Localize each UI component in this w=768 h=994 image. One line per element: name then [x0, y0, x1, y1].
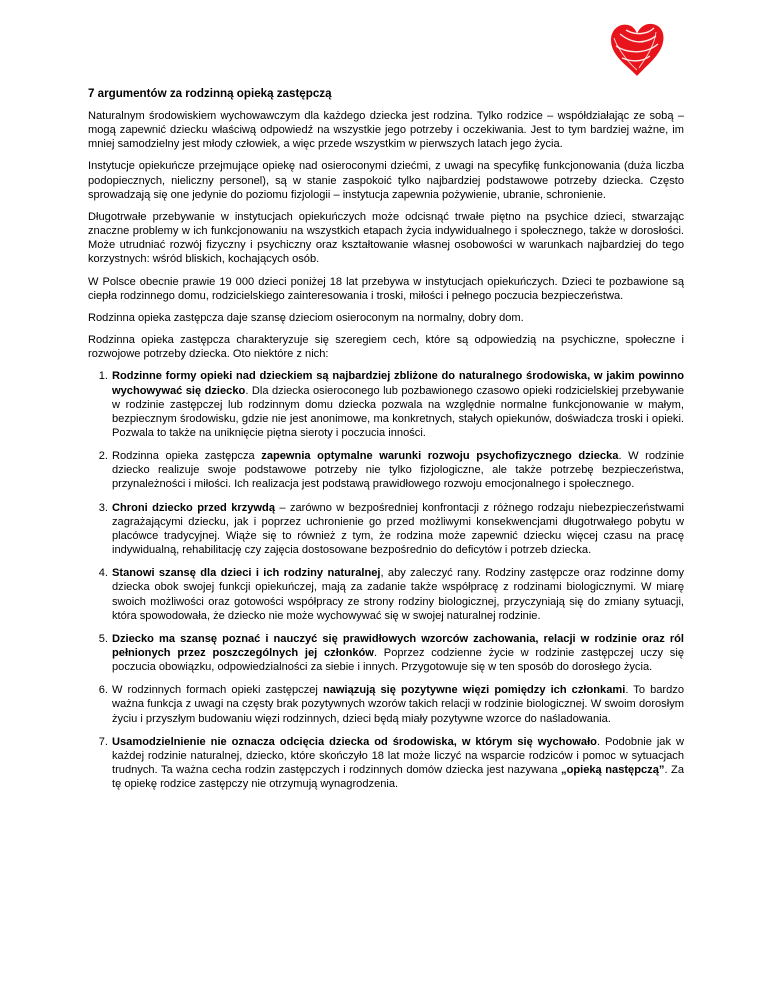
item-emphasis: Chroni dziecko przed krzywdą	[112, 501, 275, 514]
item-text: . Podobnie jak w każdej rodzinie naturalnej, dziecko, które skończyło 18 lat może liczyć na wsparcie rodziców i pomoc w sytuacjach trudnych. Ta ważna cecha rodzin zastępczych i rodzinnych domów dziecka jest nazywana	[112, 735, 684, 777]
item-text: , aby zaleczyć rany. Rodziny zastępcze oraz rodzinne domy dziecka obok swojej funkcji opiekuńczej, mają za zadanie także współpracę z rodzinami biologicznymi. W miarę swoich możliwości oraz gotowości współpracy ze strony rodziny biologicznej, przyczyniają się do zmiany sytuacji, która spowodowała, że dziecko nie może wychowywać się w swojej naturalnej rodzinie.	[112, 567, 684, 622]
item-emphasis: Usamodzielnienie nie oznacza odcięcia dziecka od środowiska, w którym się wychowało	[112, 735, 597, 748]
item-emphasis: Rodzinne formy opieki nad dzieckiem są najbardziej zbliżone do naturalnego środowiska, w jakim powinno wychowywać się dziecko	[112, 370, 684, 397]
item-text: – zarówno w bezpośredniej konfrontacji z różnego rodzaju niebezpieczeństwami zagrażającymi dziecku, jak i poprzez uchronienie go przed możliwymi konsekwencjami długotrwałego pobytu w placówce tradycyjnej. Wiąże się to również z tym, że rodzina może zapewnić dziecku więcej czasu na pracę indywidualną, rehabilitację czy zajęcia dostosowane bezpośrednio do deficytów i potrzeb dziecka.	[112, 501, 684, 557]
item-text: . Za tę opiekę rodzice zastępczy nie otrzymują wynagrodzenia.	[112, 764, 684, 791]
item-emphasis: Dziecko ma szansę poznać i nauczyć się prawidłowych wzorców zachowania, relacji w rodzinie oraz ról pełnionych przez poszczególnych jej członków	[112, 632, 684, 659]
list-number: 4.	[98, 567, 108, 580]
item-text: Rodzinna opieka zastępcza	[112, 450, 262, 463]
list-item	[88, 501, 684, 558]
item-text: . Poprzez codzienne życie w rodzinie zastępczej uczy się poczucia obowiązku, odpowiedzialności za siebie i innych. Przygotowuje się w ten sposób do dorosłego życia.	[112, 647, 684, 674]
paragraph: W Polsce obecnie prawie 19 000 dzieci poniżej 18 lat przebywa w instytucjach opiekuńczych. Dzieci te pozbawione są ciepła rodzinnego domu, rodzicielskiego zainteresowania i troski, miłości i pełnego poczucia bezpieczeństwa.	[88, 275, 684, 302]
list-item	[88, 735, 684, 792]
list-item	[88, 449, 684, 491]
list-item	[88, 566, 684, 623]
item-text: . W rodzinie dziecko realizuje swoje podstawowe potrzeby nie tylko fizjologiczne, ale także potrzebę bezpieczeństwa, przynależności i miłości. Ich realizacja jest podstawą prawidłowego rozwoju emocjonalnego i społecznego.	[112, 450, 685, 491]
paragraph: Rodzinna opieka zastępcza charakteryzuje się szeregiem cech, które są odpowiedzią na psychiczne, społeczne i rozwojowe potrzeby dziecka. Oto niektóre z nich:	[88, 334, 684, 361]
list-number: 2.	[98, 450, 108, 463]
paragraph: Rodzinna opieka zastępcza daje szansę dzieciom osieroconym na normalny, dobry dom.	[88, 311, 524, 324]
document-body	[88, 87, 684, 800]
arguments-list	[88, 369, 684, 791]
item-text: . Dla dziecka osieroconego lub pozbawionego czasowo opieki rodzicielskiej przebywanie w rodzinie zastępczej lub rodzinnym domu dziecka pozwala na względnie normalne funkcjonowanie w małym, bezpiecznym środowisku, gdzie nie jest anonimowe, ma konkretnych, stałych opiekunów, doświadcza troski i opieki. Pozwala to także na uniknięcie piętna sieroty i poczucia inności.	[112, 384, 684, 439]
document-title: 7 argumentów za rodzinną opieką zastępczą	[88, 87, 332, 100]
list-number: 3.	[98, 501, 108, 514]
paragraph: Instytucje opiekuńcze przejmujące opiekę nad osieroconymi dziećmi, z uwagi na specyfikę funkcjonowania (duża liczba podopiecznych, nieliczny personel), są w stanie zaspokoić tylko najbardziej podstawowe potrzeby dziecka. Często sprowadzają się one jedynie do poziomu fizjologii – instytucja zapewnia pożywienie, ubranie, schronienie.	[88, 160, 684, 201]
list-number: 7.	[98, 735, 108, 748]
paragraph: Długotrwałe przebywanie w instytucjach opiekuńczych może odcisnąć trwałe piętno na psychice dzieci, stwarzając znaczne problemy w ich funkcjonowaniu na wszystkich etapach życia indywidualnego i społecznego, także w dorosłości. Może utrudniać rozwój fizyczny i psychiczny oraz kształtowanie własnej osobowości w warunkach najbardziej do tego korzystnych: wśród bliskich, kochających osób.	[88, 210, 684, 266]
list-item	[88, 683, 684, 725]
item-emphasis: nawiązują się pozytywne więzi pomiędzy ich członkami	[322, 684, 626, 697]
item-text: W rodzinnych formach opieki zastępczej	[112, 684, 323, 697]
list-number: 1.	[98, 370, 108, 383]
item-emphasis: zapewnia optymalne warunki rozwoju psychofizycznego dziecka	[261, 450, 619, 463]
list-item	[88, 369, 684, 440]
list-item	[88, 632, 684, 674]
item-text: . To bardzo ważna funkcja z uwagi na częsty brak pozytywnych wzorów takich relacji w rodzinie biologicznej. W swoim dorosłym życiu i przyszłym budowaniu więzi rodzinnych, dzieci będą miały pozytywne wzorce do naśladowania.	[112, 684, 684, 725]
list-number: 6.	[98, 684, 108, 697]
list-number: 5.	[98, 632, 108, 645]
heart-icon	[606, 20, 668, 80]
paragraph: Naturalnym środowiskiem wychowawczym dla każdego dziecka jest rodzina. Tylko rodzice – współdziałając ze sobą – mogą zapewnić dziecku właściwą odpowiedź na wszystkie jego potrzeby i oczekiwania. Jest to tym bardziej ważne, im mniej samodzielny jest młody człowiek, a więc przede wszystkim w pierwszych latach jego życia.	[88, 110, 684, 151]
item-emphasis: Stanowi szansę dla dzieci i ich rodziny naturalnej	[112, 567, 381, 580]
item-emphasis: „opieką następczą”	[561, 764, 665, 777]
